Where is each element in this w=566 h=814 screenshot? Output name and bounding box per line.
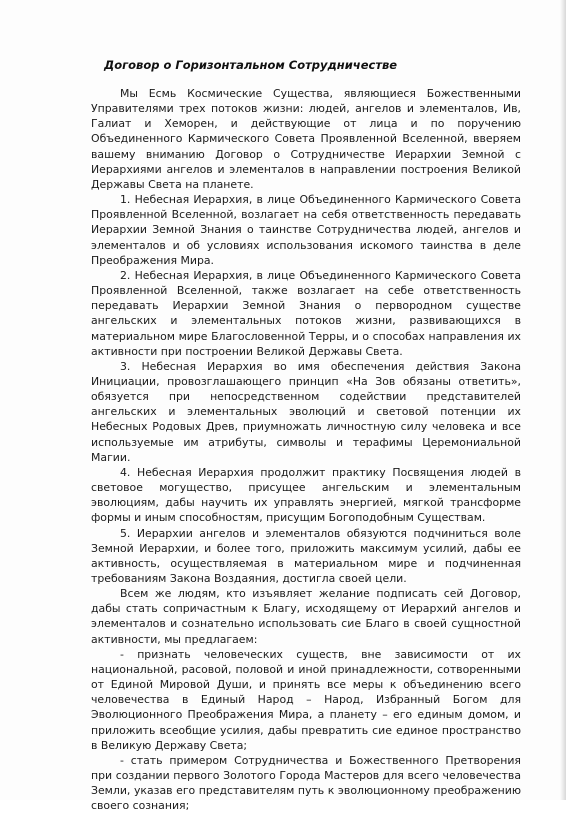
clause-4-paragraph: 4. Небесная Иерархия продолжит практику Посвящения людей в световое могущество, присущее ангельским и элементальным эволюциям, дабы научить их управлять энергией, мягкой трансформе формы и иным способностям, присущим Богоподобным Существам. [91,465,521,525]
clause-3-paragraph: 3. Небесная Иерархия во имя обеспечения действия Закона Инициации, провозглашающего принцип «На Зов обязаны ответить», обязуется при непосредственном содействии представителей ангельских и элементальных эволюций и световой потенции их Небесных Родовых Древ, приумножать личностную силу человека и все используемые им атрибуты, символы и терафимы Церемониальной Магии. [91,359,521,464]
proposal-intro-paragraph: Всем же людям, кто изъявляет желание подписать сей Договор, дабы стать сопричастным к Благу, исходящему от Иерархий ангелов и элементалов и сознательно использовать сие Благо в своей сущностной активности, мы предлагаем: [91,587,521,646]
proposal-item-2-paragraph: - стать примером Сотрудничества и Божественного Претворения при создании первого Золотого Города Мастеров для всего человечества Земли, указав его представителям путь к эволюционному преображению своего сознания; [91,753,521,813]
page-edge-shadow [560,0,566,800]
clause-2-paragraph: 2. Небесная Иерархия, в лице Объединенного Кармического Совета Проявленной Вселенной, также возлагает на себе ответственность передавать Иерархии Земной Знания о первородном существе ангельских и элементальных потоков жизни, развивающихся в материальном мире Благословенной Терры, и о способах направления их активности при построении Великой Державы Света. [91,268,521,358]
document-body [91,86,521,814]
clause-1-paragraph: 1. Небесная Иерархия, в лице Объединенного Кармического Совета Проявленной Вселенной, возлагает на себя ответственность передавать Иерархии Земной Знания о таинстве Сотрудничества людей, ангелов и элементалов и об условиях использования искомого таинства в деле Преображения Мира. [91,193,521,267]
document-title: Договор о Горизонтальном Сотрудничестве [104,58,398,72]
preamble-paragraph: Мы Есмь Космические Существа, являющиеся Божественными Управителями трех потоков жизни: людей, ангелов и элементалов, Ив, Галиат и Хеморен, и действующие от лица и по поручению Объединенного Кармического Совета Проявленной Вселенной, вверяем вашему вниманию Договор о Сотрудничестве Иерархии Земной с Иерархиями ангелов и элементалов в направлении построения Великой Державы Света на планете. [91,87,521,191]
proposal-item-1-paragraph: - признать человеческих существ, вне зависимости от их национальной, расовой, половой и иной принадлежности, сотворенными от Единой Мировой Души, и принять все меры к объединению всего человечества в Единый Народ – Народ, Избранный Богом для Эволюционного Преображения Мира, а планету – его единым домом, и приложить всеобщие усилия, дабы превратить сие единое пространство в Великую Державу Света; [91,647,521,752]
clause-5-paragraph: 5. Иерархии ангелов и элементалов обязуются подчиниться воле Земной Иерархии, и более того, приложить максимум усилий, дабы ее активность, осуществляемая в материальном мире и подчиненная требованиям Закона Воздаяния, достигла своей цели. [91,526,521,585]
